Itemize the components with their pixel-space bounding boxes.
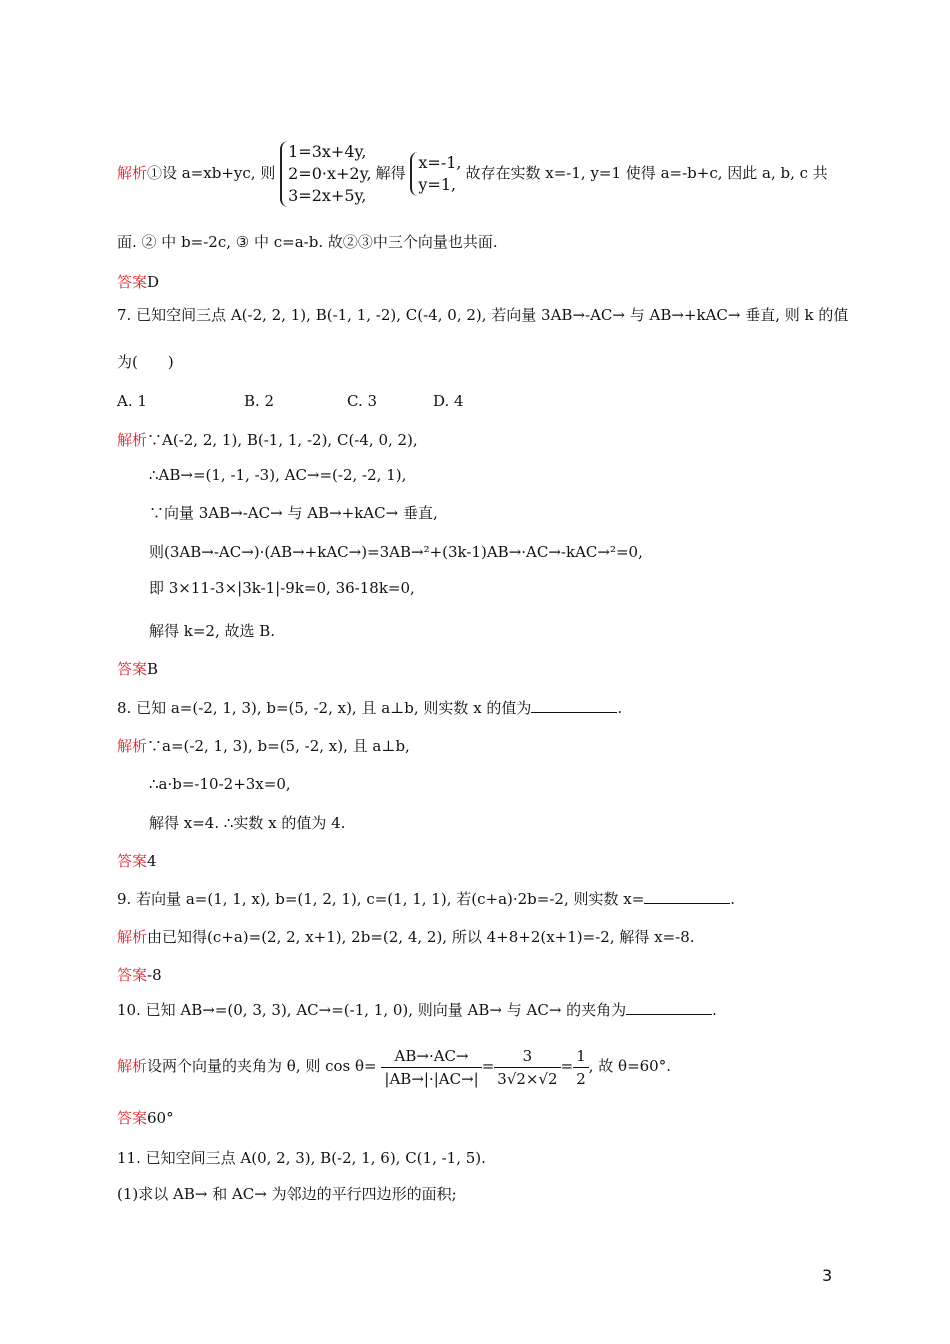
equation-system-2 — [410, 152, 465, 196]
answer-label: 答案 — [117, 660, 148, 678]
text-line: ∵向量 3AB→-AC→ 与 AB→+kAC→ 垂直, — [149, 504, 438, 522]
solution-label: 解析 — [117, 431, 148, 449]
text-segment: 设两个向量的夹角为 θ, 则 cos θ= — [147, 1057, 377, 1075]
text-line: 面. ② 中 b=-2c, ③ 中 c=a-b. 故②③中三个向量也共面. — [117, 233, 498, 251]
numerator: 3 — [494, 1045, 560, 1068]
solution-y: y=1, — [418, 175, 457, 194]
text-segment: , 故 θ=60°. — [588, 1057, 671, 1075]
answer-value: -8 — [147, 966, 162, 984]
answer-line — [117, 1108, 174, 1128]
question-7-cont: 为( ) — [117, 353, 174, 371]
answer-label: 答案 — [117, 1109, 148, 1127]
solution-6-line-1 — [117, 140, 828, 206]
answer-blank — [644, 889, 730, 904]
text-segment: 解得 — [375, 164, 406, 182]
text-line: ∴a·b=-10-2+3x=0, — [149, 775, 291, 793]
question-text: 10. 已知 AB→=(0, 3, 3), AC→=(-1, 1, 0), 则向量 AB→ 与 AC→ 的夹角为 — [117, 1001, 627, 1019]
options-row — [117, 391, 464, 411]
fraction-2 — [494, 1045, 560, 1090]
answer-line — [117, 965, 162, 985]
question-8 — [117, 698, 622, 718]
answer-line — [117, 851, 157, 871]
punctuation: . — [617, 699, 623, 717]
text-segment: 故存在实数 x=-1, y=1 使得 a=-b+c, 因此 a, b, c 共 — [465, 164, 828, 182]
text-segment: ①设 a=xb+yc, 则 — [147, 164, 276, 182]
denominator: 3√2×√2 — [497, 1069, 558, 1088]
question-7: 7. 已知空间三点 A(-2, 2, 1), B(-1, 1, -2), C(-4, 0, 2), 若向量 3AB→-AC→ 与 AB→+kAC→ 垂直, 则 k 的值 — [117, 306, 849, 324]
text-line: 解得 k=2, 故选 B. — [149, 622, 276, 640]
numerator: 1 — [573, 1045, 589, 1068]
solution-9-line-1 — [117, 927, 695, 947]
text-segment: 由已知得(c+a)=(2, 2, x+1), 2b=(2, 4, 2), 所以 4+8+2(x+1)=-2, 解得 x=-8. — [147, 928, 695, 946]
option-c: C. 3 — [347, 392, 378, 410]
denominator: |AB→|·|AC→| — [384, 1069, 479, 1088]
punctuation: . — [730, 890, 736, 908]
answer-blank — [531, 698, 617, 713]
solution-label: 解析 — [117, 928, 148, 946]
solution-label: 解析 — [117, 164, 148, 182]
text-segment: ∵A(-2, 2, 1), B(-1, 1, -2), C(-4, 0, 2), — [147, 431, 418, 449]
solution-label: 解析 — [117, 737, 148, 755]
option-a: A. 1 — [117, 392, 147, 410]
equation-system-1 — [280, 141, 375, 207]
answer-line — [117, 659, 158, 679]
option-b: B. 2 — [244, 392, 275, 410]
text-line: 解得 x=4. ∴实数 x 的值为 4. — [149, 814, 346, 832]
page-number: 3 — [822, 1266, 833, 1285]
fraction-3 — [573, 1045, 589, 1090]
equation-1: 1=3x+4y, — [288, 142, 367, 161]
question-11-part-1: (1)求以 AB→ 和 AC→ 为邻边的平行四边形的面积; — [117, 1185, 457, 1203]
denominator: 2 — [576, 1069, 586, 1088]
answer-blank — [626, 1000, 712, 1015]
answer-line — [117, 272, 159, 292]
question-text: 8. 已知 a=(-2, 1, 3), b=(5, -2, x), 且 a⊥b, 则实数 x 的值为 — [117, 699, 532, 717]
solution-7-line-1 — [117, 430, 418, 450]
solution-10-line-1: 解析设两个向量的夹角为 θ, 则 cos θ= $\frac{AB\to\cdot AC\to}{|AB\to|\cdot|AC\to|}$ = $\frac{3}{3√2\times√2}$ = $\frac{1}{2}$ , 故 θ=60°. — [117, 1046, 671, 1088]
solution-label: 解析 — [117, 1057, 148, 1075]
option-d: D. 4 — [433, 392, 464, 410]
fraction-1 — [381, 1045, 481, 1090]
question-9 — [117, 889, 735, 909]
punctuation: . — [712, 1001, 717, 1019]
answer-value: 60° — [147, 1109, 174, 1127]
answer-label: 答案 — [117, 273, 148, 291]
answer-value: 4 — [147, 852, 157, 870]
answer-value: B — [147, 660, 159, 678]
equation-2: 2=0·x+2y, — [288, 164, 372, 183]
text-line: 即 3×11-3×|3k-1|-9k=0, 36-18k=0, — [149, 579, 415, 597]
text-line: ∴AB→=(1, -1, -3), AC→=(-2, -2, 1), — [149, 466, 407, 484]
question-text: 9. 若向量 a=(1, 1, x), b=(1, 2, 1), c=(1, 1, 1), 若(c+a)·2b=-2, 则实数 x= — [117, 890, 645, 908]
answer-label: 答案 — [117, 852, 148, 870]
answer-value: D — [147, 273, 160, 291]
text-line: 则(3AB→-AC→)·(AB→+kAC→)=3AB→²+(3k-1)AB→·AC→-kAC→²=0, — [149, 543, 643, 561]
numerator: AB→·AC→ — [381, 1045, 481, 1068]
question-10 — [117, 1000, 717, 1020]
solution-8-line-1 — [117, 736, 410, 756]
solution-x: x=-1, — [418, 153, 462, 172]
question-11: 11. 已知空间三点 A(0, 2, 3), B(-2, 1, 6), C(1, -1, 5). — [117, 1149, 486, 1167]
answer-label: 答案 — [117, 966, 148, 984]
text-segment: ∵a=(-2, 1, 3), b=(5, -2, x), 且 a⊥b, — [147, 737, 410, 755]
equation-3: 3=2x+5y, — [288, 186, 367, 205]
